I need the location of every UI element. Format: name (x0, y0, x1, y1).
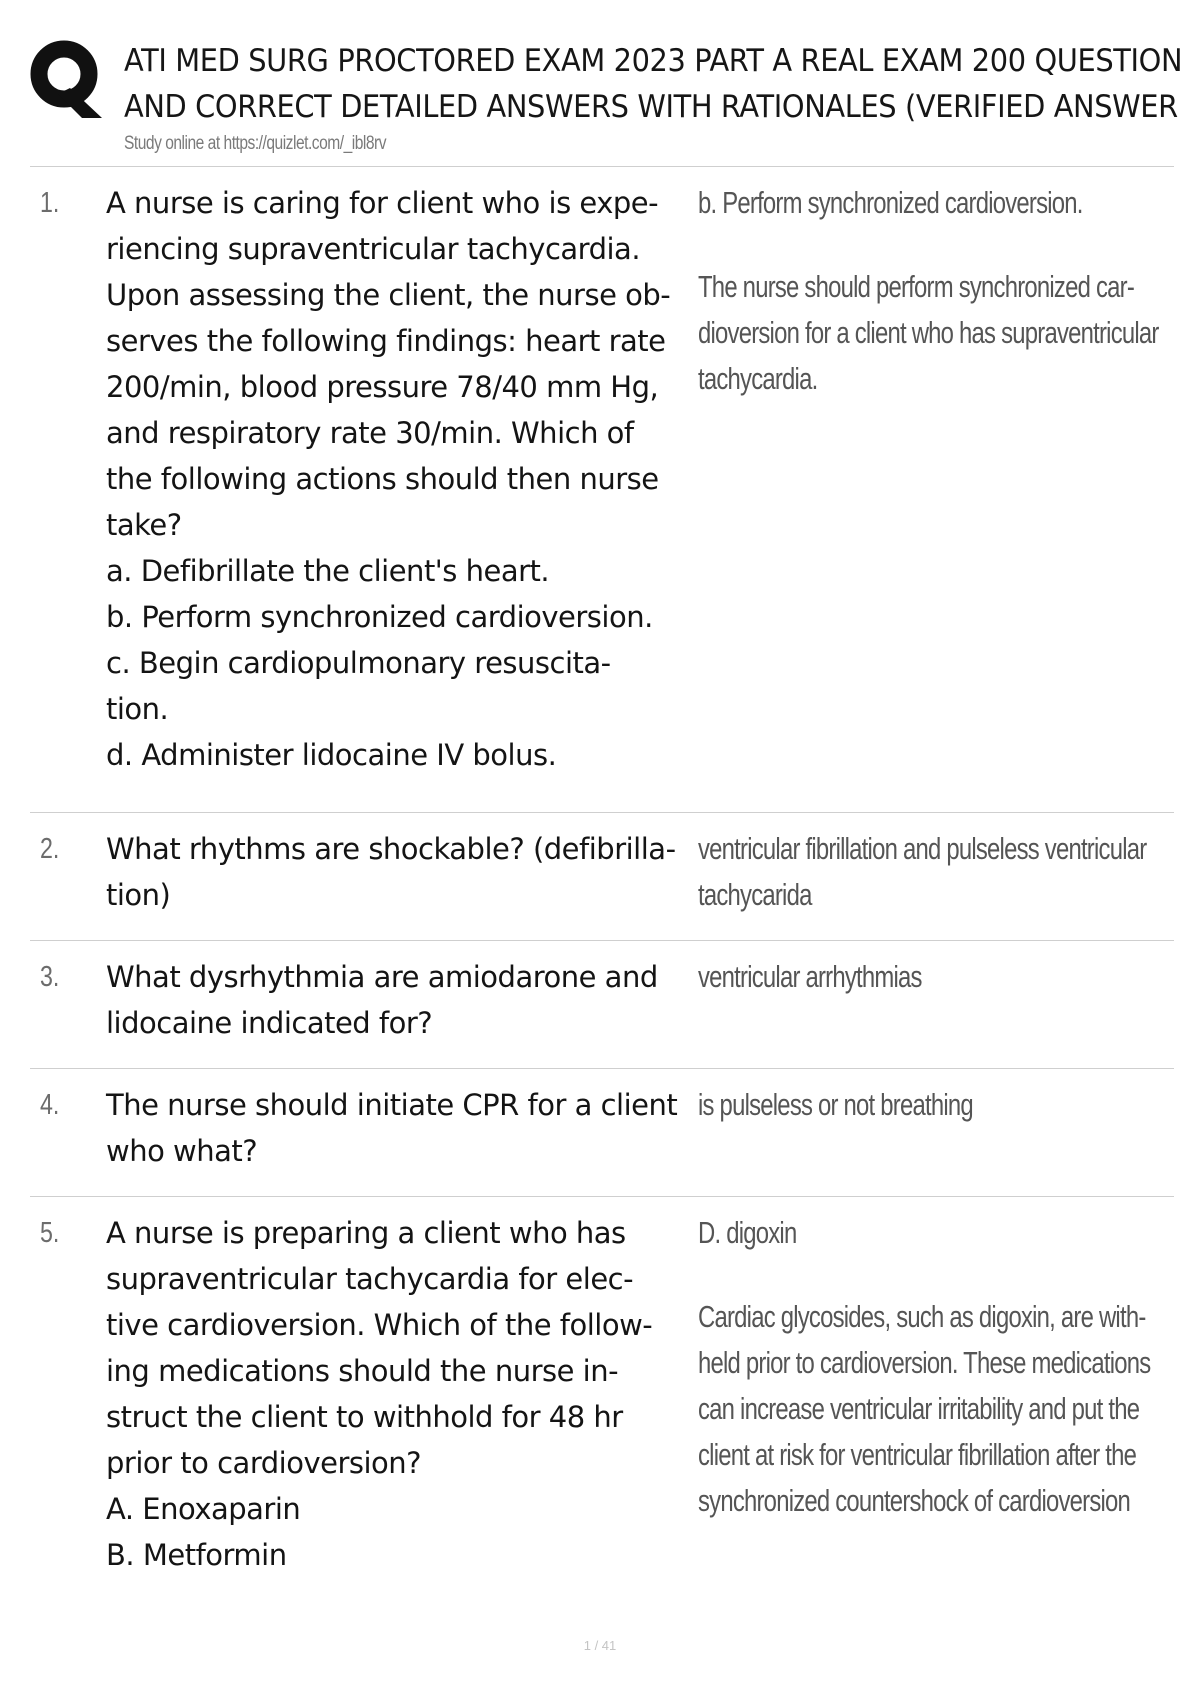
answer-line: tachycarida (698, 877, 812, 912)
study-online-link[interactable]: Study online at https://quizlet.com/_ibl8rv (124, 133, 387, 154)
answer-line: ventricular arrhythmias (698, 959, 922, 994)
term-line: lidocaine indicated for? (106, 1006, 433, 1040)
term-line: ing medications should the nurse in- (106, 1354, 619, 1388)
card-number: 4. (40, 1089, 60, 1121)
card-definition (698, 954, 1129, 1000)
rationale-line: client at risk for ventricular fibrillation after the (698, 1437, 1137, 1472)
card-definition (698, 1082, 1129, 1128)
page-indicator: 1 / 41 (583, 1638, 617, 1653)
card-term (106, 1082, 726, 1174)
card-term (106, 826, 726, 918)
term-line: c. Begin cardiopulmonary resuscita- (106, 646, 611, 680)
rationale-line: can increase ventricular irritability and put the (698, 1391, 1140, 1426)
term-line: take? (106, 508, 182, 542)
term-line: tion. (106, 692, 169, 726)
card-number: 2. (40, 833, 60, 865)
rationale-line: The nurse should perform synchronized car- (698, 269, 1135, 304)
term-line: struct the client to withhold for 48 hr (106, 1400, 623, 1434)
card-divider (30, 1068, 1174, 1069)
term-line: a. Defibrillate the client's heart. (106, 554, 550, 588)
document-title-line-1: ATI MED SURG PROCTORED EXAM 2023 PART A REAL EXAM 200 QUESTION (124, 43, 1183, 79)
card-divider (30, 1196, 1174, 1197)
answer-line: b. Perform synchronized cardioversion. (698, 185, 1083, 220)
card-number: 5. (40, 1217, 60, 1249)
rationale-line: held prior to cardioversion. These medications (698, 1345, 1151, 1380)
answer-line: is pulseless or not breathing (698, 1087, 973, 1122)
term-line: d. Administer lidocaine IV bolus. (106, 738, 557, 772)
term-line: tion) (106, 878, 171, 912)
document-title (124, 38, 1183, 130)
term-line: B. Metformin (106, 1538, 287, 1572)
term-line: tive cardioversion. Which of the follow- (106, 1308, 653, 1342)
card-definition (698, 180, 1159, 402)
term-line: A. Enoxaparin (106, 1492, 301, 1526)
term-line: the following actions should then nurse (106, 462, 659, 496)
term-line: 200/min, blood pressure 78/40 mm Hg, (106, 370, 659, 404)
term-line: who what? (106, 1134, 258, 1168)
rationale-line: dioversion for a client who has supraventricular (698, 315, 1159, 350)
term-line: b. Perform synchronized cardioversion. (106, 600, 653, 634)
term-line: What dysrhythmia are amiodarone and (106, 960, 658, 994)
document-header (30, 38, 1200, 158)
rationale-line: synchronized countershock of cardioversion (698, 1483, 1131, 1518)
card-number: 3. (40, 961, 60, 993)
term-line: riencing supraventricular tachycardia. (106, 232, 641, 266)
term-line: A nurse is caring for client who is expe- (106, 186, 659, 220)
document-title-line-2: AND CORRECT DETAILED ANSWERS WITH RATIONALES (VERIFIED ANSWER (124, 89, 1178, 125)
term-line: supraventricular tachycardia for elec- (106, 1262, 634, 1296)
term-line: A nurse is preparing a client who has (106, 1216, 626, 1250)
answer-line: D. digoxin (698, 1215, 797, 1250)
card-definition (698, 1210, 1151, 1524)
quizlet-q-logo (30, 38, 106, 120)
rationale-line: tachycardia. (698, 361, 818, 396)
card-definition (698, 826, 1147, 918)
answer-line: ventricular fibrillation and pulseless ventricular (698, 831, 1147, 866)
term-line: and respiratory rate 30/min. Which of (106, 416, 634, 450)
header-divider (30, 166, 1174, 167)
term-line: serves the following findings: heart rate (106, 324, 666, 358)
term-line: prior to cardioversion? (106, 1446, 422, 1480)
card-term (106, 954, 726, 1046)
term-line: The nurse should initiate CPR for a client (106, 1088, 678, 1122)
card-number: 1. (40, 187, 60, 219)
term-line: What rhythms are shockable? (defibrilla- (106, 832, 676, 866)
term-line: Upon assessing the client, the nurse ob- (106, 278, 671, 312)
card-term (106, 180, 726, 778)
card-divider (30, 940, 1174, 941)
rationale-line: Cardiac glycosides, such as digoxin, are with- (698, 1299, 1146, 1334)
card-term (106, 1210, 726, 1578)
card-divider (30, 812, 1174, 813)
